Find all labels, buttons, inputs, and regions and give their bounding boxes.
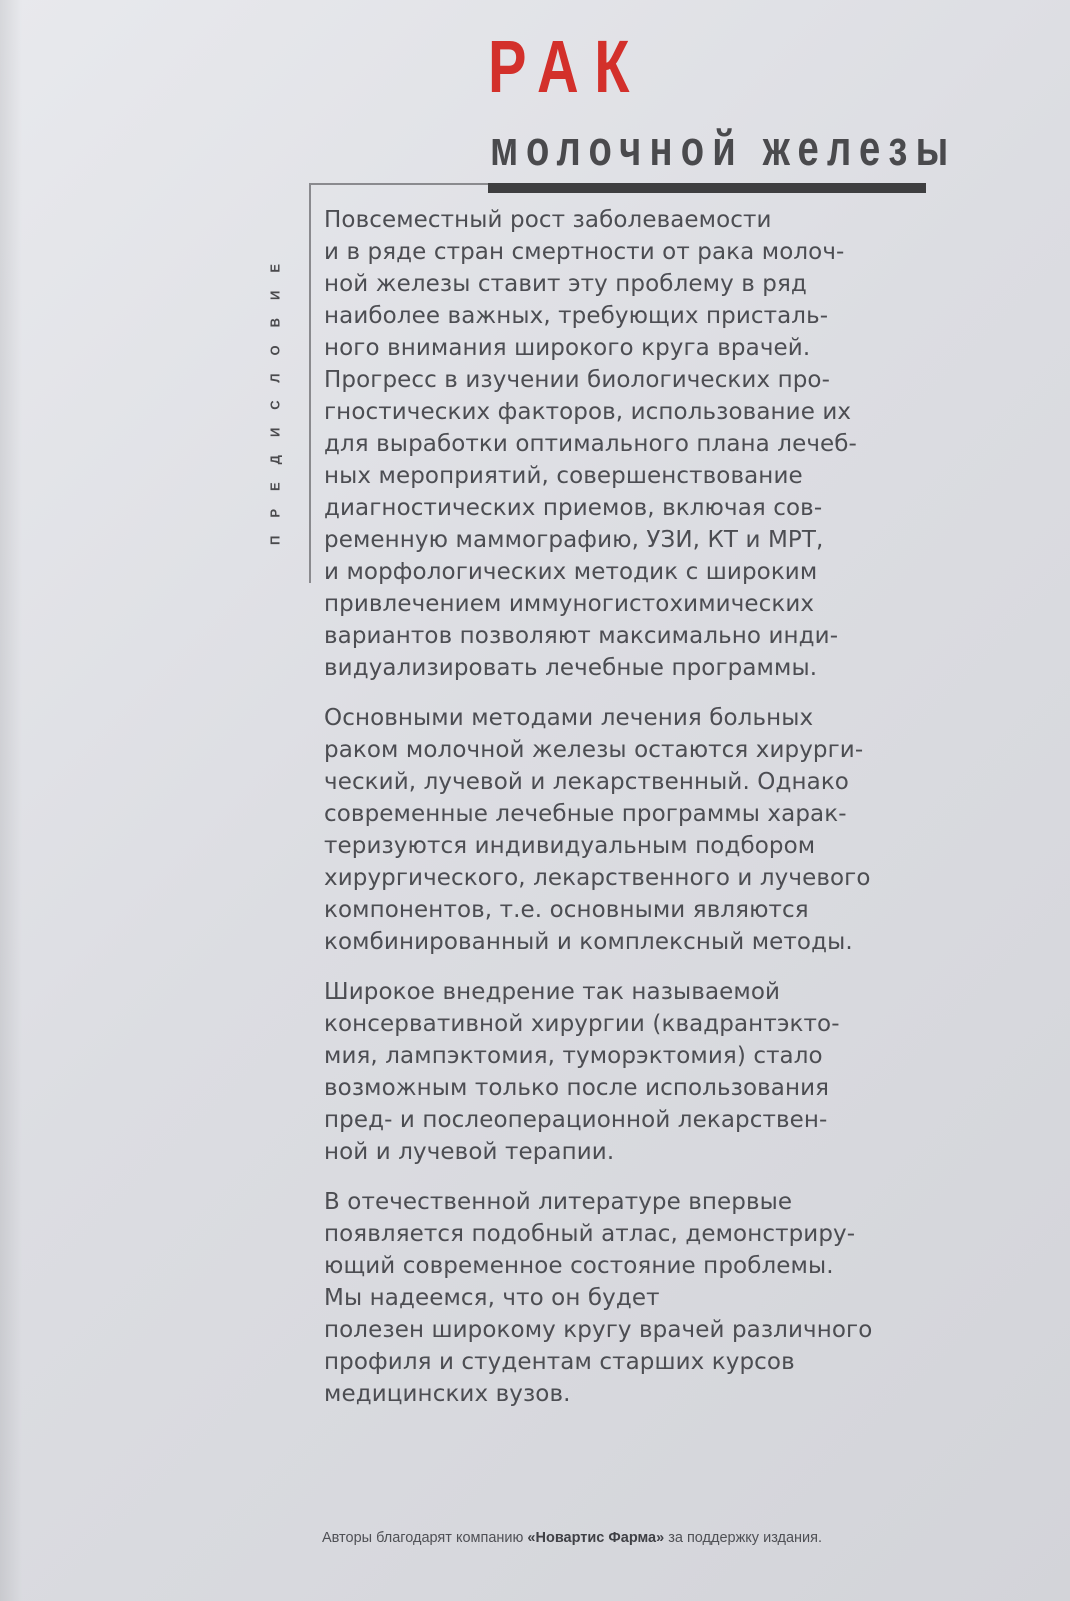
text-line: ных мероприятий, совершенствование: [324, 463, 803, 489]
acknowledgement-prefix: Авторы благодарят компанию: [322, 1530, 528, 1546]
text-line: Прогресс в изучении биологических про-: [324, 367, 831, 393]
text-line: медицинских вузов.: [324, 1381, 571, 1407]
text-line: современные лечебные программы харак-: [324, 801, 847, 827]
text-line: комбинированный и комплексный методы.: [324, 929, 853, 955]
company-open-quote: «: [527, 1530, 536, 1546]
text-line: хирургического, лекарственного и лучевого: [324, 865, 871, 891]
text-line: ной железы ставит эту проблему в ряд: [324, 271, 807, 297]
company-name: Новартис Фарма: [535, 1530, 657, 1546]
text-line: диагностических приемов, включая сов-: [324, 495, 823, 521]
company-close-quote: »: [656, 1530, 665, 1546]
acknowledgement-suffix: за поддержку издания.: [664, 1530, 823, 1546]
text-line: появляется подобный атлас, демонстриру-: [324, 1221, 856, 1247]
text-line: и морфологических методик с широким: [324, 559, 818, 585]
text-line: и в ряде стран смертности от рака молоч-: [324, 239, 845, 265]
text-line: ющий современное состояние проблемы.: [324, 1253, 834, 1279]
text-line: ного внимания широкого круга врачей.: [324, 335, 811, 361]
page-edge-shadow: [0, 0, 22, 1601]
text-line: пред- и послеоперационной лекарствен-: [324, 1107, 828, 1133]
acknowledgement-footer: [322, 1528, 942, 1548]
text-line: для выработки оптимального плана лечеб-: [324, 431, 857, 457]
text-line: видуализировать лечебные программы.: [324, 655, 818, 681]
text-line: привлечением иммуногистохимических: [324, 591, 815, 617]
title-underline-bar: [488, 183, 926, 193]
text-line: ческий, лучевой и лекарственный. Однако: [324, 769, 849, 795]
text-line: Основными методами лечения больных: [324, 705, 814, 731]
title-underline-extension: [310, 183, 488, 185]
text-line: гностических факторов, использование их: [324, 399, 852, 425]
text-line: теризуются индивидуальным подбором: [324, 833, 816, 859]
text-line: раком молочной железы остаются хирурги-: [324, 737, 864, 763]
text-line: Повсеместный рост заболеваемости: [324, 207, 772, 233]
text-line: вариантов позволяют максимально инди-: [324, 623, 839, 649]
text-line: ременную маммографию, УЗИ, КТ и МРТ,: [324, 527, 824, 553]
paragraph-2: [324, 702, 934, 958]
text-line: профиля и студентам старших курсов: [324, 1349, 795, 1375]
text-line: консервативной хирургии (квадрантэкто-: [324, 1011, 840, 1037]
text-line: возможным только после использования: [324, 1075, 830, 1101]
text-line: полезен широкому кругу врачей различного: [324, 1317, 873, 1343]
paragraph-4: [324, 1186, 934, 1410]
book-title-main: РАК: [488, 25, 646, 108]
text-line: В отечественной литературе впервые: [324, 1189, 793, 1215]
preface-text-block: [324, 204, 934, 1428]
paragraph-3: [324, 976, 934, 1168]
text-line: компонентов, т.е. основными являются: [324, 897, 809, 923]
paragraph-1: [324, 204, 934, 684]
text-line: наиболее важных, требующих присталь-: [324, 303, 829, 329]
section-vertical-rule: [309, 183, 311, 583]
text-line: Широкое внедрение так называемой: [324, 979, 781, 1005]
section-label-preface: ПРЕДИСЛОВИЕ: [267, 246, 283, 545]
book-title-subtitle: молочной железы: [490, 122, 957, 176]
text-line: Мы надеемся, что он будет: [324, 1285, 660, 1311]
text-line: мия, лампэктомия, туморэктомия) стало: [324, 1043, 823, 1069]
text-line: ной и лучевой терапии.: [324, 1139, 615, 1165]
